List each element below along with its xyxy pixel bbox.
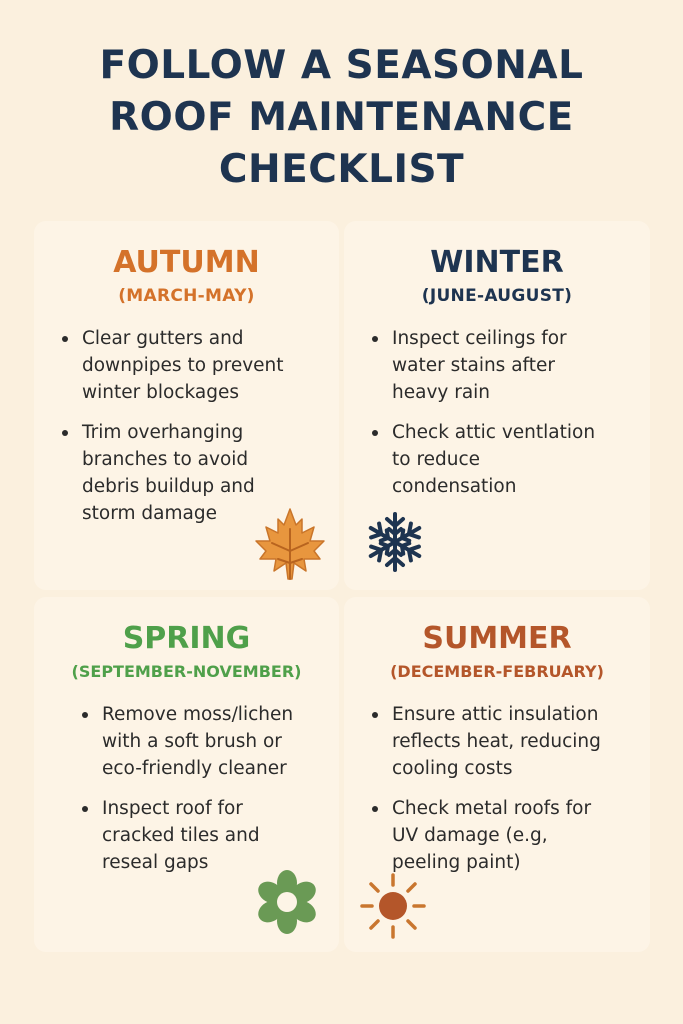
list-item: Inspect roof for cracked tiles and reseal gaps <box>102 795 292 876</box>
title-line-1: FOLLOW A SEASONAL <box>99 43 584 88</box>
list-item: Remove moss/lichen with a soft brush or eco-friendly cleaner <box>102 701 317 782</box>
list-item: Check attic ventlation to reduce condensation <box>392 419 607 500</box>
season-period-winter: (JUNE-AUGUST) <box>421 286 573 306</box>
season-title-summer: SUMMER <box>422 621 572 656</box>
season-period-summer: (DECEMBER-FEBRUARY) <box>390 662 604 681</box>
season-period-spring: (SEPTEMBER-NOVEMBER) <box>71 662 302 681</box>
autumn-card <box>34 221 339 590</box>
page-title <box>0 40 683 196</box>
season-period-autumn: (MARCH-MAY) <box>118 286 255 306</box>
list-item: Clear gutters and downpipes to prevent winter blockages <box>82 325 302 406</box>
title-line-2: ROOF MAINTENANCE <box>109 95 574 140</box>
season-title-spring: SPRING <box>122 621 251 656</box>
sun-icon <box>358 871 428 941</box>
winter-card <box>344 221 650 590</box>
checklist-winter <box>392 325 642 513</box>
summer-card <box>344 597 650 952</box>
checklist-spring <box>102 701 352 889</box>
season-title-autumn: AUTUMN <box>113 245 260 280</box>
list-item: Ensure attic insulation reflects heat, reducing cooling costs <box>392 701 617 782</box>
list-item: Inspect ceilings for water stains after heavy rain <box>392 325 607 406</box>
checklist-summer <box>392 701 642 889</box>
list-item: Check metal roofs for UV damage (e.g, peeling paint) <box>392 795 592 876</box>
season-title-winter: WINTER <box>430 245 564 280</box>
snowflake-icon <box>362 509 428 575</box>
maple-leaf-icon <box>250 505 330 585</box>
list-item: Trim overhanging branches to avoid debris buildup and storm damage <box>82 419 282 527</box>
spring-card <box>34 597 339 952</box>
title-line-3: CHECKLIST <box>218 147 465 192</box>
flower-icon <box>254 869 320 935</box>
